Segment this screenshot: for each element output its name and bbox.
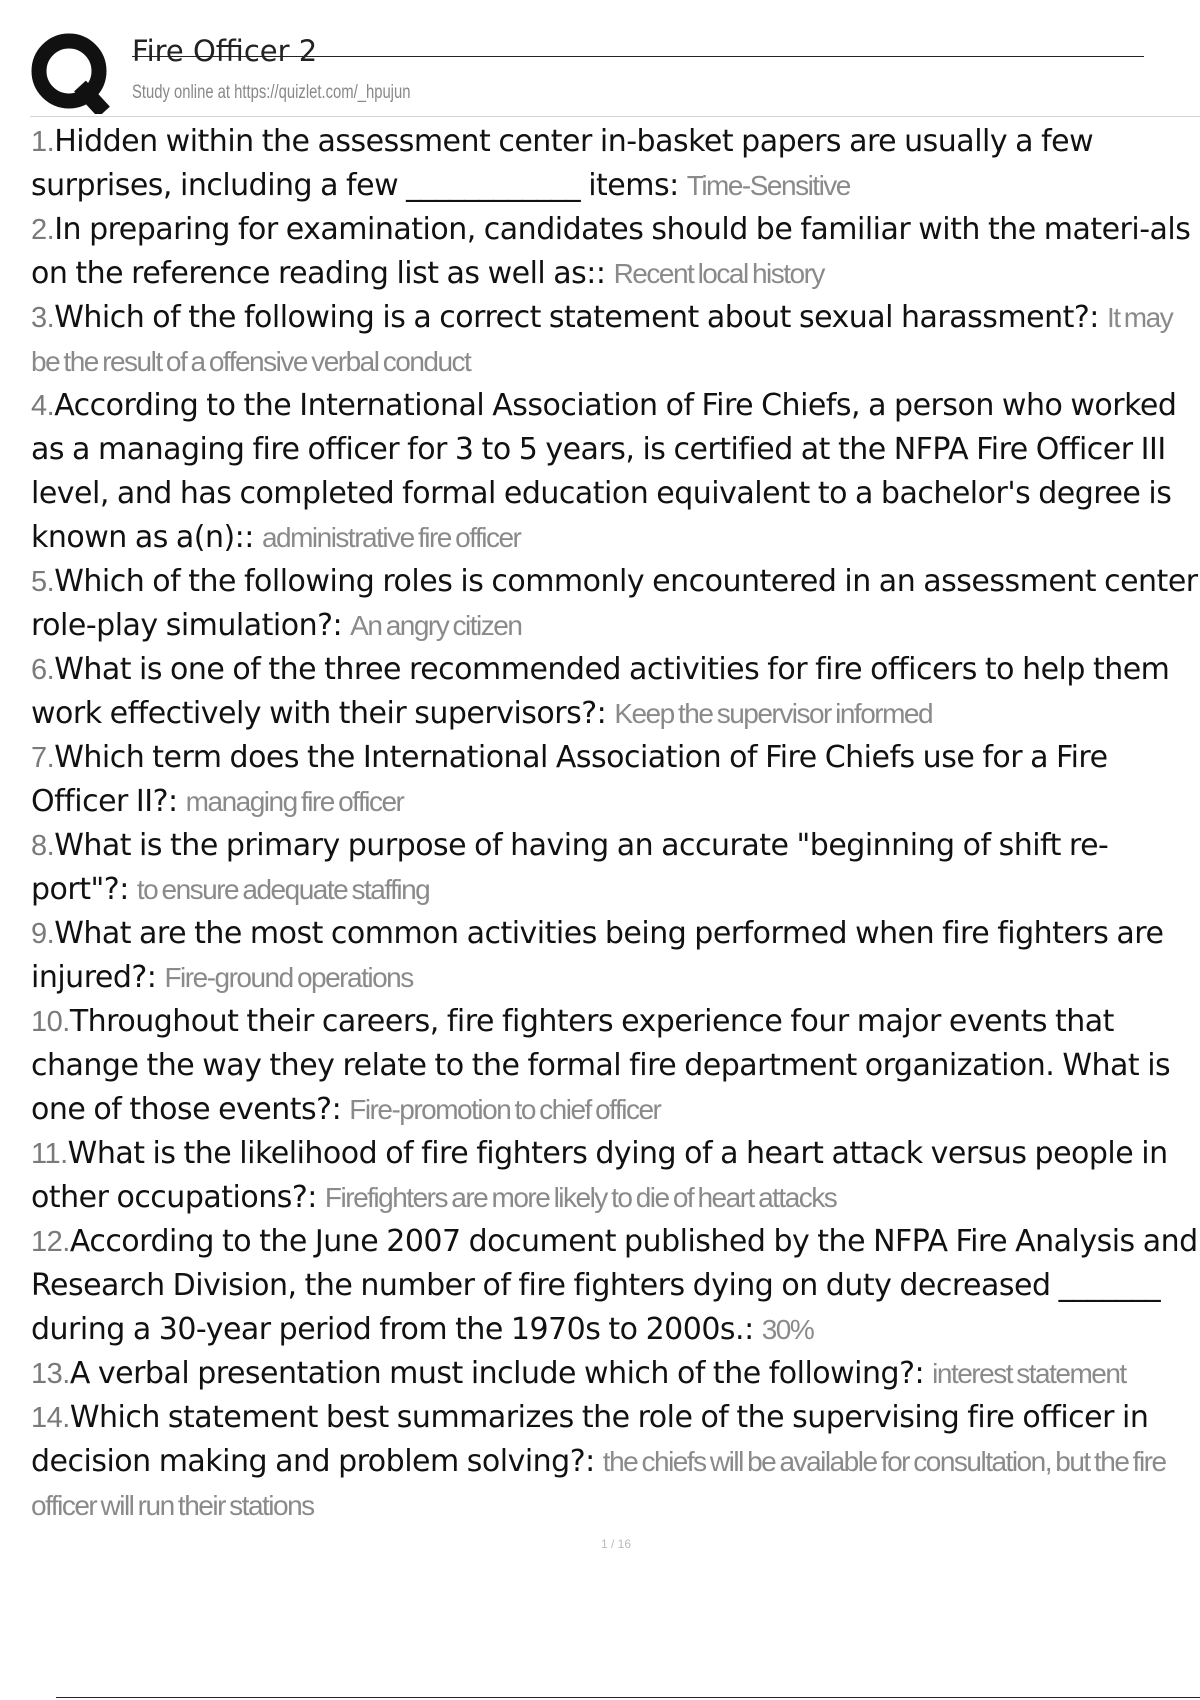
answer-text: Fire-ground operations (164, 962, 413, 993)
question-item (31, 384, 1200, 560)
page-number: 1 / 16 (600, 1537, 632, 1551)
question-text: Which statement best summarizes the role of the supervising fire officer in decision making and problem solving?: (31, 1400, 1149, 1479)
question-text: Throughout their careers, fire fighters experience four major events that change the way they relate to the formal fire department organization. What is one of those events?: (31, 1004, 1171, 1127)
question-number: 11. (31, 1138, 68, 1170)
question-item (31, 648, 1200, 736)
question-item (31, 912, 1200, 1000)
study-online-link[interactable]: Study online at https://quizlet.com/_hpujun (132, 82, 411, 103)
question-number: 8. (31, 830, 55, 862)
question-item (31, 208, 1200, 296)
question-number: 6. (31, 654, 55, 686)
answer-text: interest statement (932, 1358, 1126, 1389)
question-item (31, 736, 1200, 824)
question-number: 4. (31, 390, 55, 422)
question-number: 9. (31, 918, 55, 950)
question-item (31, 560, 1200, 648)
answer-text: Time-Sensitive (686, 170, 850, 201)
question-text: Hidden within the assessment center in-basket papers are usually a few surprises, including a few ____________ items: (31, 124, 1094, 203)
question-number: 13. (31, 1358, 70, 1390)
answer-text: managing fire officer (185, 786, 404, 817)
question-number: 10. (31, 1006, 70, 1038)
question-text: What is the likelihood of fire fighters dying of a heart attack versus people in other occupations?: (31, 1136, 1168, 1215)
question-number: 14. (31, 1402, 70, 1434)
answer-text: Firefighters are more likely to die of heart attacks (324, 1182, 837, 1213)
question-text: What is one of the three recommended activities for fire officers to help them work effectively with their supervisors?: (31, 652, 1170, 731)
header-divider (30, 116, 1200, 117)
question-item (31, 120, 1200, 208)
answer-text: It may be the result of a offensive verbal conduct (31, 302, 1173, 377)
title-rule (132, 56, 1144, 57)
question-text: Which of the following roles is commonly encountered in an assessment center role-play simulation?: (31, 564, 1198, 643)
answer-text: 30% (761, 1314, 814, 1345)
question-item (31, 1220, 1200, 1352)
question-number: 12. (31, 1226, 70, 1258)
quizlet-logo-icon (30, 32, 112, 114)
answer-text: administrative fire officer (261, 522, 521, 553)
question-text: Which of the following is a correct statement about sexual harassment?: (54, 300, 1099, 335)
document-title: Fire Officer 2 (132, 34, 318, 68)
question-item (31, 296, 1200, 384)
question-number: 3. (31, 302, 55, 334)
question-text: What are the most common activities being performed when fire fighters are injured?: (31, 916, 1164, 995)
question-item (31, 1132, 1200, 1220)
question-text: Which term does the International Association of Fire Chiefs use for a Fire Officer II?: (31, 740, 1108, 819)
question-text: According to the June 2007 document published by the NFPA Fire Analysis and Research Division, the number of fire fighters dying on duty decreased _______ during a 30-year period from the 1970s to 2000s.: (31, 1224, 1198, 1347)
question-item (31, 1000, 1200, 1132)
question-number: 5. (31, 566, 55, 598)
question-text: What is the primary purpose of having an accurate "beginning of shift re-port"?: (31, 828, 1109, 907)
question-item (31, 824, 1200, 912)
question-text: According to the International Association of Fire Chiefs, a person who worked as a managing fire officer for 3 to 5 years, is certified at the NFPA Fire Officer III level, and has completed formal education equivalent to a bachelor's degree is known as a(n):: (31, 388, 1177, 555)
answer-text: An angry citizen (350, 610, 522, 641)
question-text: In preparing for examination, candidates should be familiar with the materi-als on the reference reading list as well as:: (31, 212, 1191, 291)
question-text: A verbal presentation must include which of the following?: (69, 1356, 925, 1391)
page-header (0, 0, 1200, 118)
question-number: 1. (31, 126, 55, 158)
answer-text: Fire-promotion to chief officer (349, 1094, 661, 1125)
question-list (31, 120, 1200, 1520)
question-item (31, 1352, 1200, 1396)
question-number: 2. (31, 214, 55, 246)
question-item (31, 1396, 1200, 1520)
answer-text: Recent local history (613, 258, 824, 289)
answer-text: the chiefs will be available for consultation, but the fire officer will run their stations (31, 1446, 1166, 1520)
answer-text: Keep the supervisor informed (614, 698, 933, 729)
footer-divider (56, 1697, 1200, 1698)
question-number: 7. (31, 742, 55, 774)
answer-text: to ensure adequate staffing (136, 874, 430, 905)
